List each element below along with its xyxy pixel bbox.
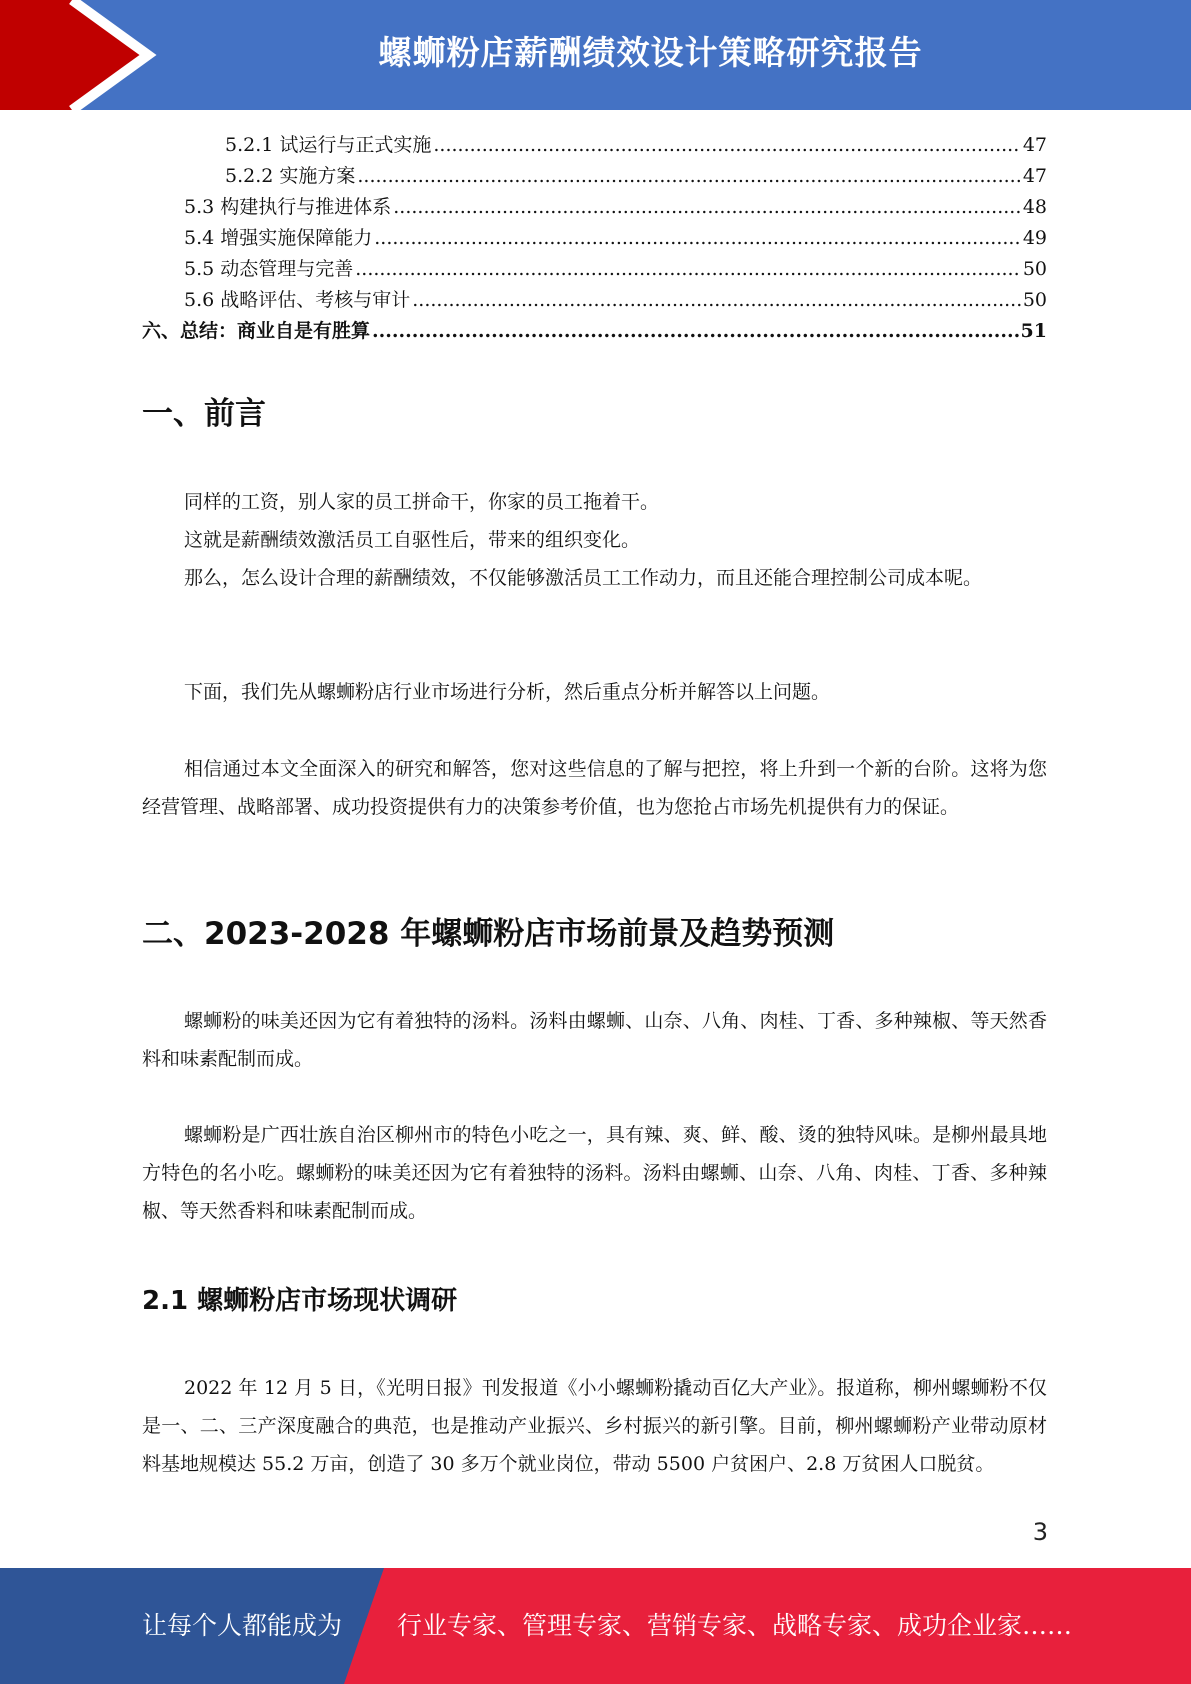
page-header xyxy=(0,0,1191,110)
page-number: 3 xyxy=(1032,1518,1048,1546)
toc-leader-dots xyxy=(355,258,1021,280)
toc-entry[interactable] xyxy=(142,223,1047,254)
paragraph: 这就是薪酬绩效激活员工自驱性后，带来的组织变化。 xyxy=(184,529,641,551)
section-heading: 一、前言 xyxy=(142,396,266,432)
toc-entry[interactable] xyxy=(142,130,1047,161)
toc-leader-dots xyxy=(412,289,1021,311)
toc-entry-page: 47 xyxy=(1022,134,1047,156)
table-of-contents xyxy=(142,130,1047,347)
toc-leader-dots xyxy=(372,320,1019,342)
toc-entry-label: 5.2.1 试运行与正式实施 xyxy=(225,134,432,156)
toc-entry[interactable] xyxy=(142,192,1047,223)
toc-entry-label: 六、总结：商业自是有胜算 xyxy=(142,320,371,342)
report-title: 螺蛳粉店薪酬绩效设计策略研究报告 xyxy=(378,33,923,72)
paragraph: 同样的工资，别人家的员工拼命干，你家的员工拖着干。 xyxy=(184,491,660,513)
paragraph: 下面，我们先从螺蛳粉店行业市场进行分析，然后重点分析并解答以上问题。 xyxy=(184,681,831,703)
paragraph: 那么，怎么设计合理的薪酬绩效，不仅能够激活员工工作动力，而且还能合理控制公司成本呢。 xyxy=(184,567,983,589)
toc-leader-dots xyxy=(357,165,1020,187)
toc-entry-label: 5.5 动态管理与完善 xyxy=(184,258,354,280)
paragraph: 相信通过本文全面深入的研究和解答，您对这些信息的了解与把控，将上升到一个新的台阶。这将为您经营管理、战略部署、成功投资提供有力的决策参考价值，也为您抢占市场先机提供有力的保证。 xyxy=(142,758,1047,818)
toc-entry-page: 49 xyxy=(1022,227,1047,249)
subsection-heading: 2.1 螺蛳粉店市场现状调研 xyxy=(142,1286,458,1316)
footer-slogan-right: 行业专家、管理专家、营销专家、战略专家、成功企业家…… xyxy=(397,1611,1073,1640)
toc-entry-label: 5.4 增强实施保障能力 xyxy=(184,227,373,249)
page-footer xyxy=(0,1568,1191,1684)
section-heading: 二、2023-2028 年螺蛳粉店市场前景及趋势预测 xyxy=(142,916,835,952)
toc-entry-label: 5.3 构建执行与推进体系 xyxy=(184,196,392,218)
toc-entry-page: 48 xyxy=(1022,196,1047,218)
toc-leader-dots xyxy=(374,227,1021,249)
toc-entry-label: 5.6 战略评估、考核与审计 xyxy=(184,289,411,311)
toc-entry-page: 47 xyxy=(1022,165,1047,187)
toc-entry-page: 50 xyxy=(1022,289,1047,311)
toc-leader-dots xyxy=(433,134,1020,156)
toc-leader-dots xyxy=(393,196,1021,218)
toc-entry[interactable] xyxy=(142,161,1047,192)
toc-entry[interactable] xyxy=(142,285,1047,316)
paragraph: 2022 年 12 月 5 日，《光明日报》刊发报道《小小螺蛳粉撬动百亿大产业》。报道称，柳州螺蛳粉不仅是一、二、三产深度融合的典范，也是推动产业振兴、乡村振兴的新引擎。目前，柳州螺蛳粉产业带动原材料基地规模达 55.2 万亩，创造了 30 多万个就业岗位，带动 5500 户贫困户、2.8 万贫困人口脱贫。 xyxy=(142,1377,1047,1475)
toc-entry[interactable] xyxy=(142,254,1047,285)
footer-slogan-left: 让每个人都能成为 xyxy=(142,1611,343,1640)
toc-entry-page: 51 xyxy=(1020,320,1047,342)
toc-entry-label: 5.2.2 实施方案 xyxy=(225,165,356,187)
paragraph: 螺蛳粉是广西壮族自治区柳州市的特色小吃之一，具有辣、爽、鲜、酸、烫的独特风味。是柳州最具地方特色的名小吃。螺蛳粉的味美还因为它有着独特的汤料。汤料由螺蛳、山奈、八角、肉桂、丁香、多种辣椒、等天然香料和味素配制而成。 xyxy=(142,1124,1047,1222)
toc-entry[interactable] xyxy=(142,316,1047,347)
toc-entry-page: 50 xyxy=(1022,258,1047,280)
paragraph: 螺蛳粉的味美还因为它有着独特的汤料。汤料由螺蛳、山奈、八角、肉桂、丁香、多种辣椒、等天然香料和味素配制而成。 xyxy=(142,1010,1047,1070)
